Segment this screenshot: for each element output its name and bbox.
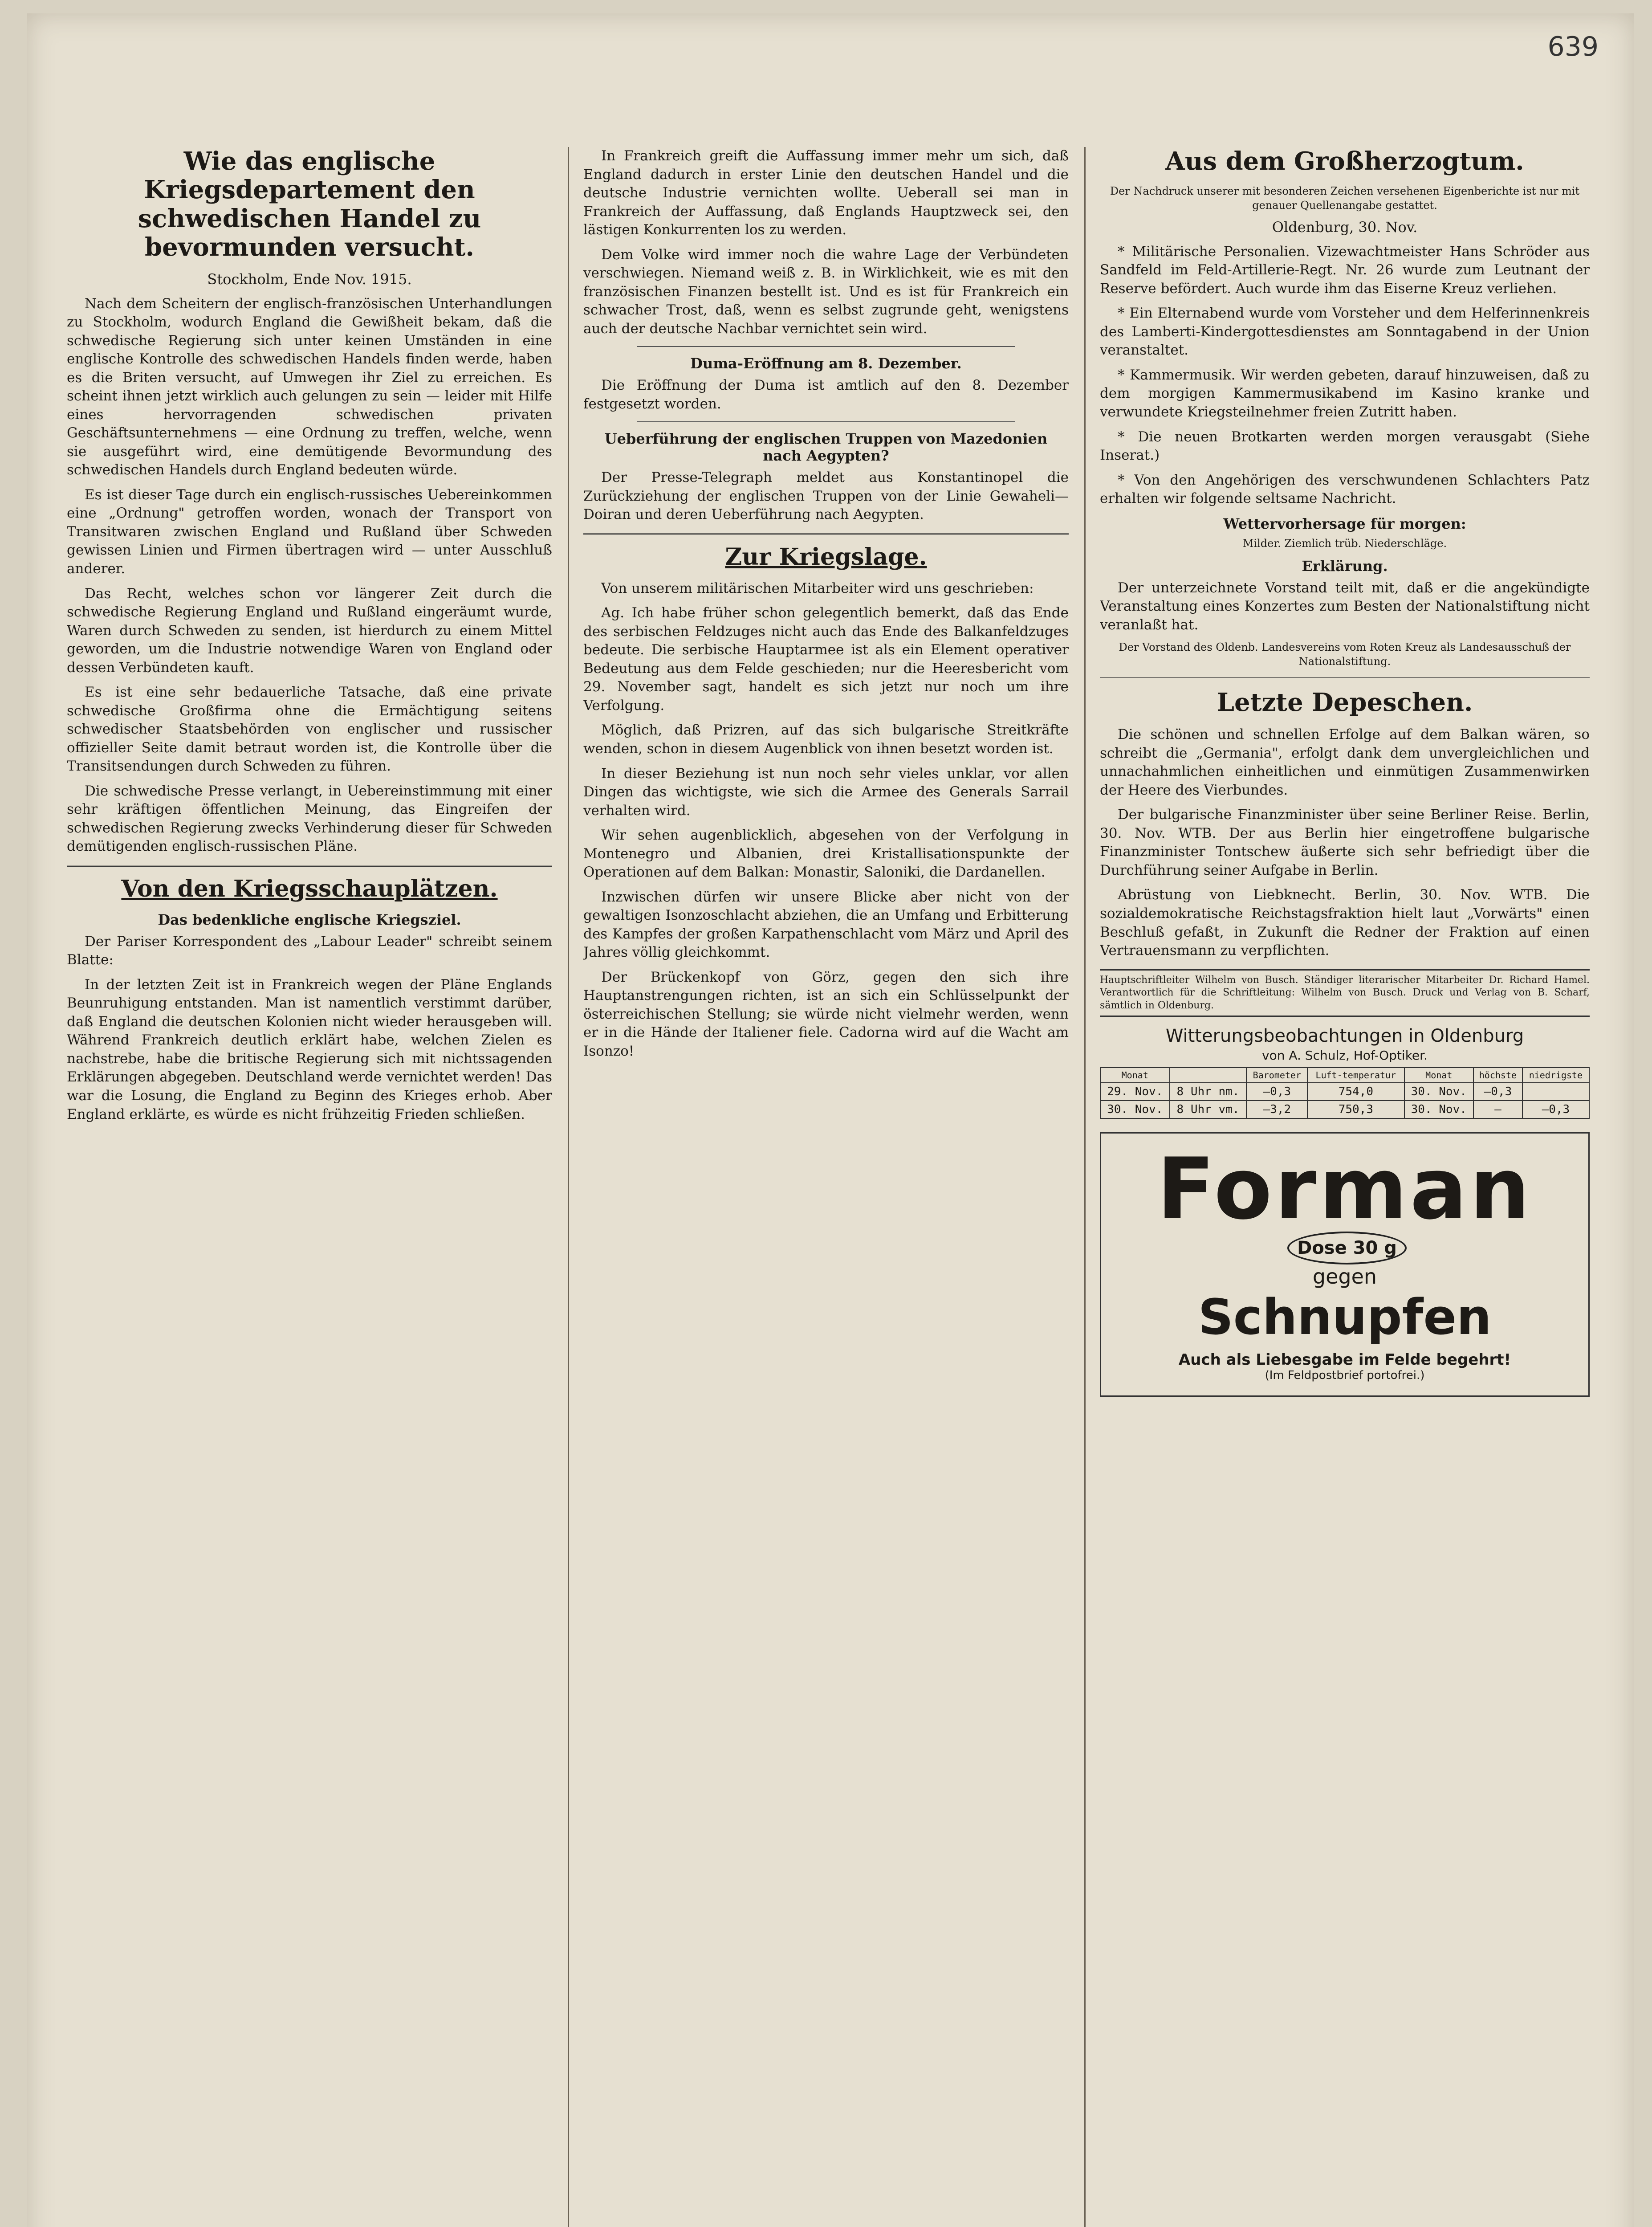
- subheading-transfer: Ueberführung der englischen Truppen von Mazedonien nach Aegypten?: [604, 430, 1048, 465]
- paragraph: Es ist eine sehr bedauerliche Tatsache, daß eine private schwedische Großfirma ohne die Ermächtigung seitens schwedischer Staatsbehörden von englischer und russischer offizieller Seite damit betraut worden ist, die Kontrolle über die Transitsendungen durch Schweden zu führen.: [67, 684, 552, 775]
- table-header: höchste: [1473, 1068, 1522, 1083]
- headline-war-situation: Zur Kriegslage.: [725, 543, 927, 571]
- table-cell: 30. Nov.: [1100, 1101, 1170, 1118]
- paragraph: In der letzten Zeit ist in Frankreich wegen der Pläne Englands Beunruhigung entstanden. Man ist namentlich verstimmt darüber, daß England die deutschen Kolonien nicht wieder herausgeben will. Während Frankreich deutlich erklärt habe, welchen Zielen es nachstrebe, habe die britische Regierung sich mit nichtssagenden Erklärungen abgegeben. Deutschland werde vernichtet werden! Das war die Losung, die England zu Beginn des Krieges erhob. Aber England erklärte, es würde es nicht frühzeitig Frieden schließen.: [67, 976, 552, 1122]
- subheading: Das bedenkliche englische Kriegsziel.: [158, 911, 461, 928]
- ad-schnupfen: Schnupfen: [1198, 1289, 1492, 1346]
- table-cell: 8 Uhr vm.: [1170, 1101, 1247, 1118]
- newspaper-page: [27, 13, 1634, 2227]
- paragraph: * Militärische Personalien. Vizewachtmeister Hans Schröder aus Sandfeld im Feld-Artillerie-Regt. Nr. 26 wurde zum Leutnant der Reserve befördert. Auch wurde ihm das Eiserne Kreuz verliehen.: [1100, 243, 1590, 297]
- ad-gegen: gegen: [1312, 1264, 1377, 1289]
- table-cell: 29. Nov.: [1100, 1083, 1170, 1101]
- divider: [637, 421, 1015, 422]
- divider: [637, 346, 1015, 347]
- dateline: Stockholm, Ende Nov. 1915.: [207, 270, 412, 288]
- table-cell: —0,3: [1473, 1083, 1522, 1101]
- table-cell: [1522, 1083, 1589, 1101]
- column-2: [583, 147, 1069, 2227]
- paragraph: Der Presse-Telegraph meldet aus Konstantinopel die Zurückziehung der englischen Truppen von der Linie Gewaheli—Doiran und deren Ueberführung nach Aegypten.: [583, 469, 1069, 523]
- paragraph: * Kammermusik. Wir werden gebeten, darauf hinzuweisen, daß zu dem morgigen Kammermusikabend im Kasino kranke und verwundete Kriegsteilnehmer freien Zutritt haben.: [1100, 367, 1590, 420]
- table-header: Monat: [1404, 1068, 1474, 1083]
- table-row: [1100, 1101, 1589, 1118]
- column-rule: [568, 147, 569, 2227]
- paragraph: Ag. Ich habe früher schon gelegentlich bemerkt, daß das Ende des serbischen Feldzuges nicht auch das Ende des Balkanfeldzuges bedeute. Die serbische Hauptarmee ist als ein Element operativer Bedeutung aus dem Felde geschieden; nur die Heeresbericht vom 29. November sagt, handelt es sich jetzt nur noch um ihre Verfolgung.: [583, 605, 1069, 714]
- subheading-duma: Duma-Eröffnung am 8. Dezember.: [690, 355, 962, 372]
- paragraph: * Von den Angehörigen des verschwundenen Schlachters Patz erhalten wir folgende seltsame Nachricht.: [1100, 472, 1590, 507]
- table-header: niedrigste: [1522, 1068, 1589, 1083]
- paragraph: * Ein Elternabend wurde vom Vorsteher und dem Helferinnenkreis des Lamberti-Kindergottesdienstes am Sonntagabend in der Union veranstaltet.: [1100, 305, 1590, 359]
- paragraph: In dieser Beziehung ist nun noch sehr vieles unklar, vor allen Dingen das wichtigste, wie sich die Armee des Generals Sarrail verhalten wird.: [583, 765, 1069, 819]
- table-header: Monat: [1100, 1068, 1170, 1083]
- divider: [583, 533, 1069, 535]
- paragraph: Wir sehen augenblicklich, abgesehen von der Verfolgung in Montenegro und Albanien, drei Kristallisationspunkte der Operationen auf dem Balkan: Monastir, Saloniki, die Dardanellen.: [583, 827, 1069, 881]
- ad-dose-badge: Dose 30 g: [1287, 1232, 1407, 1264]
- paragraph: Der Pariser Korrespondent des „Labour Leader" schreibt seinem Blatte:: [67, 933, 552, 968]
- weather-forecast-text: Milder. Ziemlich trüb. Niederschläge.: [1242, 537, 1447, 550]
- table-cell: —0,3: [1522, 1101, 1589, 1118]
- weather-table: [1100, 1067, 1590, 1119]
- paragraph: Der bulgarische Finanzminister über seine Berliner Reise. Berlin, 30. Nov. WTB. Der aus Berlin hier eingetroffene bulgarische Finanzminister Tontschew äußerte sich sehr befriedigt über die Durchführung seiner Aufgabe in Berlin.: [1100, 807, 1590, 878]
- table-header: Luft-temperatur: [1307, 1068, 1404, 1083]
- weather-table-subtitle: von A. Schulz, Hof-Optiker.: [1262, 1048, 1428, 1063]
- column-rule: [1084, 147, 1086, 2227]
- declaration-signature: Der Vorstand des Oldenb. Landesvereins vom Roten Kreuz als Landesausschuß der Nationalstiftung.: [1119, 641, 1571, 668]
- advertisement-forman: [1100, 1132, 1590, 1397]
- paragraph: Der unterzeichnete Vorstand teilt mit, daß er die angekündigte Veranstaltung eines Konzertes zum Besten der Nationalstiftung nicht veranlaßt hat.: [1100, 579, 1590, 633]
- headline-swedish-trade: Wie das englische Kriegsdepartement den schwedischen Handel zu bevormunden versucht.: [138, 147, 481, 262]
- weather-forecast-heading: Wettervorhersage für morgen:: [1223, 515, 1466, 532]
- ad-footnote: (Im Feldpostbrief portofrei.): [1265, 1369, 1425, 1383]
- dateline: Oldenburg, 30. Nov.: [1272, 218, 1418, 236]
- headline-war-theaters: Von den Kriegsschauplätzen.: [121, 875, 498, 902]
- column-3: [1100, 147, 1590, 2227]
- paragraph: Abrüstung von Liebknecht. Berlin, 30. Nov. WTB. Die sozialdemokratische Reichstagsfraktion hielt laut „Vorwärts" einen Beschluß gefaßt, in Zukunft die Redner der Fraktion auf einen Vertrauensmann zu verpflichten.: [1100, 887, 1590, 959]
- paragraph: Möglich, daß Prizren, auf das sich bulgarische Streitkräfte wenden, schon in diesem Augenblick von ihnen besetzt worden ist.: [583, 722, 1069, 757]
- reprint-notice: Der Nachdruck unserer mit besonderen Zeichen versehenen Eigenberichte ist nur mit genauer Quellenangabe gestattet.: [1110, 185, 1580, 212]
- imprint: Hauptschriftleiter Wilhelm von Busch. Ständiger literarischer Mitarbeiter Dr. Richard Hamel. Verantwortlich für die Schriftleitung: Wilhelm von Busch. Druck und Verlag von B. Scharf, sämtlich in Oldenburg.: [1100, 969, 1590, 1017]
- headline-grand-duchy: Aus dem Großherzogtum.: [1165, 147, 1524, 176]
- paragraph: Dem Volke wird immer noch die wahre Lage der Verbündeten verschwiegen. Niemand weiß z. B. in Wirklichkeit, wie es mit den französischen Finanzen bestellt ist. Und es ist für Frankreich ein schwacher Trost, daß, wenn es selbst zugrunde geht, wenigstens auch der deutsche Nachbar vernichtet sein wird.: [583, 246, 1069, 337]
- table-cell: 8 Uhr nm.: [1170, 1083, 1247, 1101]
- divider: [1100, 677, 1590, 679]
- paragraph: In Frankreich greift die Auffassung immer mehr um sich, daß England dadurch in erster Linie den deutschen Handel und die deutsche Industrie vernichten wollte. Ueberall sei man in Frankreich der Auffassung, daß Englands Hauptzweck sei, den lästigen Konkurrenten los zu werden.: [583, 148, 1069, 238]
- table-header: Barometer: [1246, 1068, 1307, 1083]
- paragraph: Die Eröffnung der Duma ist amtlich auf den 8. Dezember festgesetzt worden.: [583, 377, 1069, 412]
- weather-table-title: Witterungsbeobachtungen in Oldenburg: [1165, 1026, 1524, 1047]
- paragraph: Von unserem militärischen Mitarbeiter wird uns geschrieben:: [601, 580, 1034, 596]
- table-cell: 754,0: [1307, 1083, 1404, 1101]
- ad-tagline: Auch als Liebesgabe im Felde begehrt!: [1178, 1351, 1511, 1369]
- ad-brand: Forman: [1157, 1140, 1533, 1239]
- table-header-row: [1100, 1068, 1589, 1083]
- paragraph: Der Brückenkopf von Görz, gegen den sich ihre Hauptanstrengungen richten, ist an sich ein Schlüsselpunkt der österreichischen Stellung; sie würde nicht vielmehr werden, wenn er in die Hände der Italiener fiele. Cadorna wird auf die Wacht am Isonzo!: [583, 969, 1069, 1059]
- headline-last-dispatches: Letzte Depeschen.: [1217, 687, 1473, 717]
- paragraph: Inzwischen dürfen wir unsere Blicke aber nicht von der gewaltigen Isonzoschlacht abziehen, die an Umfang und Erbitterung des Kampfes der großen Karpathenschlacht vom März und April des Jahres völlig gleichkommt.: [583, 889, 1069, 961]
- divider: [67, 865, 552, 867]
- declaration-heading: Erklärung.: [1302, 557, 1388, 575]
- table-cell: —: [1473, 1101, 1522, 1118]
- paragraph: Es ist dieser Tage durch ein englisch-russisches Uebereinkommen eine „Ordnung" getroffen worden, wonach der Transport von Transitwaren zwischen England und Rußland über Schweden gewissen Linien und Firmen übertragen wird — unter Ausschluß anderer.: [67, 486, 552, 577]
- table-cell: —0,3: [1246, 1083, 1307, 1101]
- page-number: 639: [1547, 31, 1599, 62]
- table-cell: 30. Nov.: [1404, 1101, 1474, 1118]
- table-header: [1170, 1068, 1247, 1083]
- table-cell: 750,3: [1307, 1101, 1404, 1118]
- paragraph: Nach dem Scheitern der englisch-französischen Unterhandlungen zu Stockholm, wodurch England die Gewißheit bekam, daß die schwedische Regierung sich unter keinen Umständen in eine englische Kontrolle des schwedischen Handels finden werde, haben es die Briten versucht, auf Umwegen ihr Ziel zu erreichen. Es scheint ihnen jetzt wirklich auch gelungen zu sein — leider mit Hilfe eines hervorragenden schwedischen privaten Geschäftsunternehmens — eine Ordnung zu treffen, welche, wenn sie ausgeführt wird, eine demütigende Bevormundung des schwedischen Handels durch England bedeuten würde.: [67, 295, 552, 478]
- table-cell: —3,2: [1246, 1101, 1307, 1118]
- paragraph: Das Recht, welches schon vor längerer Zeit durch die schwedische Regierung England und Rußland eingeräumt wurde, Waren durch Schweden zu senden, ist hierdurch zu einem Mittel geworden, um die Industrie notwendige Waren von England oder dessen Verbündeten kauft.: [67, 585, 552, 676]
- paragraph: Die schönen und schnellen Erfolge auf dem Balkan wären, so schreibt die „Germania", erfolgt dank dem unvergleichlichen und unnachahmlichen einheitlichen und einmütigen Zusammenwirken der Heere des Vierbundes.: [1100, 726, 1590, 798]
- paragraph: * Die neuen Brotkarten werden morgen verausgabt (Siehe Inserat.): [1100, 428, 1590, 464]
- paragraph: Die schwedische Presse verlangt, in Uebereinstimmung mit einer sehr kräftigen öffentlichen Meinung, das Eingreifen der schwedischen Regierung zwecks Verhinderung dieser für Schweden demütigenden englisch-russischen Pläne.: [67, 783, 552, 855]
- table-cell: 30. Nov.: [1404, 1083, 1474, 1101]
- column-1: [67, 147, 552, 2227]
- table-row: [1100, 1083, 1589, 1101]
